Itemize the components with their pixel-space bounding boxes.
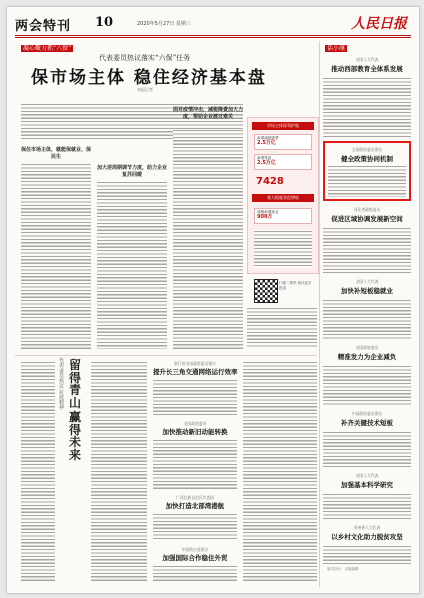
header-rule-thin (15, 37, 411, 38)
mid-item-1-pre: 浙江省全国政协委员建议 (174, 361, 216, 366)
article-subtitle-top: 面对疫情冲击，减税降费加大力度，帮助企业渡过难关 (173, 107, 244, 120)
right-item-3-title: 促进区域协调发展新空间 (331, 215, 403, 223)
byline: 本报记者 (137, 87, 153, 92)
mid-item-2-title: 加快推动新旧动能转换 (162, 428, 228, 436)
mid-item-1-body (153, 379, 237, 415)
article-column-3 (173, 129, 243, 349)
right-column-tag (325, 43, 349, 52)
right-item-8-body (323, 545, 411, 565)
kicker-tag: 凝心聚力抓“六保” (23, 45, 72, 52)
right-item-7-pre: 全国人大代表 (355, 473, 379, 478)
card-3-label: 城镇新增就业 (257, 210, 279, 214)
bottom-left-text-2 (91, 361, 147, 581)
section-divider (15, 355, 317, 356)
vertical-headline-2: 赢得未来 (69, 410, 82, 462)
mid-item-2-pre: 全国政协委员 (183, 421, 207, 426)
right-item-4-title: 加快补短板稳就业 (341, 287, 393, 295)
right-item-2-body (328, 165, 406, 197)
article-column-1 (21, 163, 91, 349)
right-tag-label: 话小康 (327, 45, 346, 52)
headline: 保市场主体 稳住经济基本盘 (31, 68, 267, 88)
vertical-feature (59, 359, 87, 559)
right-item-5-title: 精准发力为企业减负 (337, 353, 397, 361)
mid-item-3-title: 加快打造北部湾港航 (165, 502, 225, 510)
qr-code-icon[interactable] (254, 279, 278, 303)
right-item-2-pre: 全国政协委员建议 (351, 147, 383, 152)
page-footer: 版式设计：本版编辑 (327, 567, 359, 571)
infographic (247, 117, 319, 274)
right-item-3-pre: 河北省政协委员 (353, 207, 381, 212)
qr-caption: 扫描二维码 阅读更多报道 (279, 281, 312, 290)
header-rule (15, 35, 411, 36)
right-item-2-title: 健全政策协同机制 (341, 155, 393, 163)
mid-item-2-body (153, 439, 237, 489)
right-item-7-title: 加强基本科学研究 (341, 481, 393, 489)
right-item-4-pre: 全国人大代表 (355, 279, 379, 284)
issue-date: 2020年5月27日 星期三 (137, 21, 191, 27)
right-item-8-pre: 贵州省人大代表 (353, 525, 381, 530)
article-subtitle-left: 保住市场主体，就能保就业、保民生 (21, 147, 92, 160)
article-column-2 (97, 181, 167, 349)
bottom-left-text (21, 361, 55, 581)
newspaper-logo: 人民日报 (351, 16, 407, 32)
mid-item-1-title: 提升长三角交通网络运行效率 (153, 368, 238, 376)
right-item-5-pre: 全国政协委员 (355, 345, 379, 350)
card-2-value: 2.5万亿 (257, 160, 276, 167)
highlighted-article[interactable] (323, 141, 411, 201)
section-title: 两会特刊 (15, 19, 72, 34)
mid-item-3-body (153, 513, 237, 541)
vertical-headline-1: 留得青山 (69, 358, 82, 410)
vertical-side-text: 代表委员热议抗疫精神 (59, 358, 65, 412)
article-subtitle-mid: 加大逆周期调节力度，助力企业复苏回暖 (97, 165, 168, 178)
article-column-4 (247, 307, 317, 349)
card-1-label: 新增减税降费 (257, 136, 279, 140)
right-item-4-body (323, 299, 411, 339)
right-item-8-title: 以乡村文化助力脱贫攻坚 (331, 533, 403, 541)
infographic-big-number: 7428 (256, 176, 284, 187)
right-item-1-pre: 全国人大代表 (355, 57, 379, 62)
mid-item-4-title: 加强国际合作稳住外贸 (162, 554, 228, 562)
right-item-6-title: 补齐关键技术短板 (341, 419, 393, 427)
mid-item-3-pre: 广西壮族自治区代表团 (176, 495, 214, 500)
infographic-banner-2: 着力稳就业促增收 (252, 194, 314, 202)
page-number: 10 (95, 15, 114, 30)
infographic-text (254, 230, 312, 268)
card-2-label: 新增贷款 (257, 156, 272, 160)
right-item-6-pre: 中国政协委员建议 (351, 411, 383, 416)
mid-item-4-pre: 中国致公党建议 (181, 547, 209, 552)
card-3-value: 900万 (257, 214, 273, 221)
right-item-6-body (323, 431, 411, 467)
right-item-5-body (323, 365, 411, 405)
right-item-7-body (323, 493, 411, 521)
right-item-3-body (323, 227, 411, 273)
kicker (21, 43, 75, 52)
mid-item-4-body (153, 565, 237, 583)
card-1-value: 2.5万亿 (257, 140, 276, 147)
bottom-right-of-middle-text (243, 361, 317, 583)
infographic-card-2 (254, 154, 312, 170)
subhead: 代表委员热议落实“六保”任务 (99, 54, 191, 62)
page-header (15, 13, 411, 35)
column-divider (319, 41, 320, 587)
infographic-banner-1: 市场主体保驾护航 (252, 122, 314, 130)
newspaper-page (6, 6, 420, 594)
infographic-card-1 (254, 134, 312, 150)
right-item-1-body (323, 77, 411, 137)
right-item-1-title: 推动西部教育全体系发展 (331, 65, 403, 73)
infographic-card-3 (254, 208, 312, 224)
